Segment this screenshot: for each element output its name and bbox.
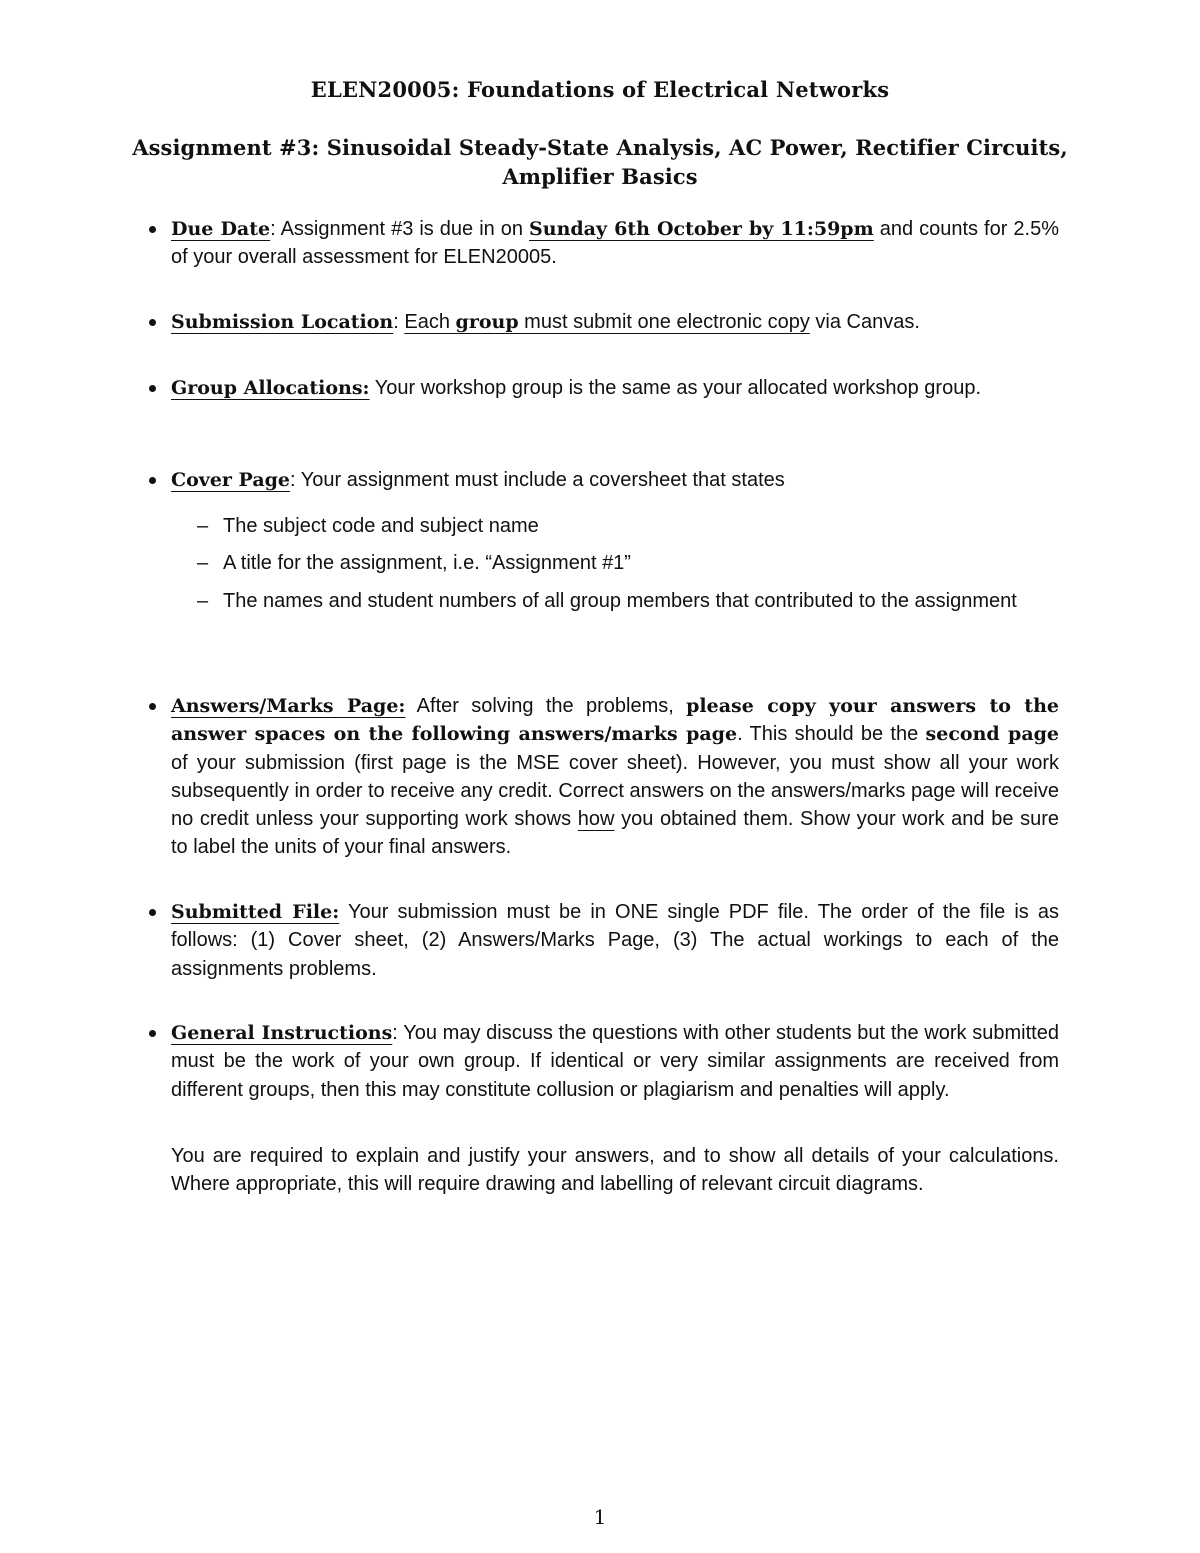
- cover-page-sublist: [197, 512, 1059, 615]
- dash-icon: –: [197, 589, 209, 612]
- due-date-item: [171, 215, 1059, 272]
- sublist-item: [197, 549, 1059, 577]
- sublist-item-text: A title for the assignment, i.e. “Assignment #1”: [223, 552, 631, 575]
- submission-group-word: group: [455, 311, 519, 333]
- answers-marks-item: [171, 692, 1059, 862]
- dash-icon: –: [197, 515, 209, 537]
- submission-copy-text: must submit one electronic copy: [518, 311, 810, 333]
- submission-location-text-1: :: [393, 311, 405, 333]
- bullet-icon: [149, 477, 156, 484]
- dash-icon: –: [197, 552, 209, 575]
- cover-page-label: Cover Page: [171, 469, 291, 491]
- submitted-file-label: Submitted File:: [171, 901, 340, 923]
- submission-location-item: [171, 308, 1059, 336]
- due-date-text-2: and counts for 2.5% of your overall assessment for ELEN20005.: [171, 218, 1059, 269]
- due-date-deadline: Sunday 6th October by 11:59pm: [529, 218, 874, 240]
- page-number: 1: [593, 1505, 607, 1529]
- answers-marks-how: how: [577, 808, 615, 831]
- document-title: ELEN20005: Foundations of Electrical Networks: [310, 77, 890, 102]
- bullet-icon: [149, 226, 156, 233]
- general-instructions-text: : You may discuss the questions with other students but the work submitted must be the work of your own group. If identical or very similar assignments are received from different groups, then this may constitute collusion or plagiarism and penalties will apply.: [171, 1022, 1059, 1101]
- bullet-icon: [149, 909, 156, 916]
- bullet-icon: [149, 1030, 156, 1037]
- assignment-subtitle: Assignment #3: Sinusoidal Steady-State Analysis, AC Power, Rectifier Circuits, Amplifier Basics: [132, 135, 1068, 189]
- submission-location-text-2: via Canvas.: [809, 311, 920, 333]
- bullet-icon: [149, 319, 156, 326]
- group-allocations-text: Your workshop group is the same as your allocated workshop group.: [369, 377, 982, 399]
- cover-page-text: : Your assignment must include a coversheet that states: [290, 469, 785, 491]
- due-date-text-1: : Assignment #3 is due in on: [270, 218, 530, 240]
- cover-page-item: [171, 466, 1059, 494]
- general-instructions-label: General Instructions: [171, 1022, 393, 1044]
- due-date-label: Due Date: [171, 218, 271, 240]
- answers-marks-text-2: . This should be the: [737, 723, 926, 746]
- answers-marks-bold-2: second page: [925, 723, 1060, 746]
- sublist-item-text: The names and student numbers of all group members that contributed to the assignment: [223, 589, 1017, 612]
- answers-marks-bold-1: please copy your answers to the answer spaces on the following answers/marks page: [171, 695, 1059, 746]
- answers-marks-text-1: After solving the problems,: [405, 695, 687, 717]
- group-allocations-label: Group Allocations:: [171, 377, 370, 399]
- bullet-icon: [149, 703, 156, 710]
- answers-marks-text-3: of your submission (first page is the MSE cover sheet). However, you must show all your work subsequently in order to receive any credit. Correct answers on the answers/marks page will receive no credit unless your supporting work shows: [171, 751, 1059, 831]
- submission-location-underlined: [404, 311, 809, 333]
- sublist-item: [197, 512, 1059, 540]
- group-allocations-item: [171, 374, 1059, 402]
- submitted-file-text: Your submission must be in ONE single PDF file. The order of the file is as follows: (1) Cover sheet, (2) Answers/Marks Page, (3) The actual workings to each of the assignments problems.: [171, 901, 1059, 980]
- general-instructions-paragraph: You are required to explain and justify your answers, and to show all details of your calculations. Where appropriate, this will require drawing and labelling of relevant circuit diagrams.: [171, 1145, 1059, 1196]
- sublist-item: [197, 587, 1059, 615]
- submitted-file-item: [171, 898, 1059, 983]
- answers-marks-label: Answers/Marks Page:: [171, 695, 406, 717]
- submission-each: Each: [404, 311, 456, 333]
- bullet-icon: [149, 385, 156, 392]
- sublist-item-text: The subject code and subject name: [223, 515, 539, 537]
- general-instructions-item: [171, 1019, 1059, 1104]
- answers-marks-text-4: you obtained them. Show your work and be sure to label the units of your final answers.: [171, 808, 1059, 859]
- submission-location-label: Submission Location: [171, 311, 394, 333]
